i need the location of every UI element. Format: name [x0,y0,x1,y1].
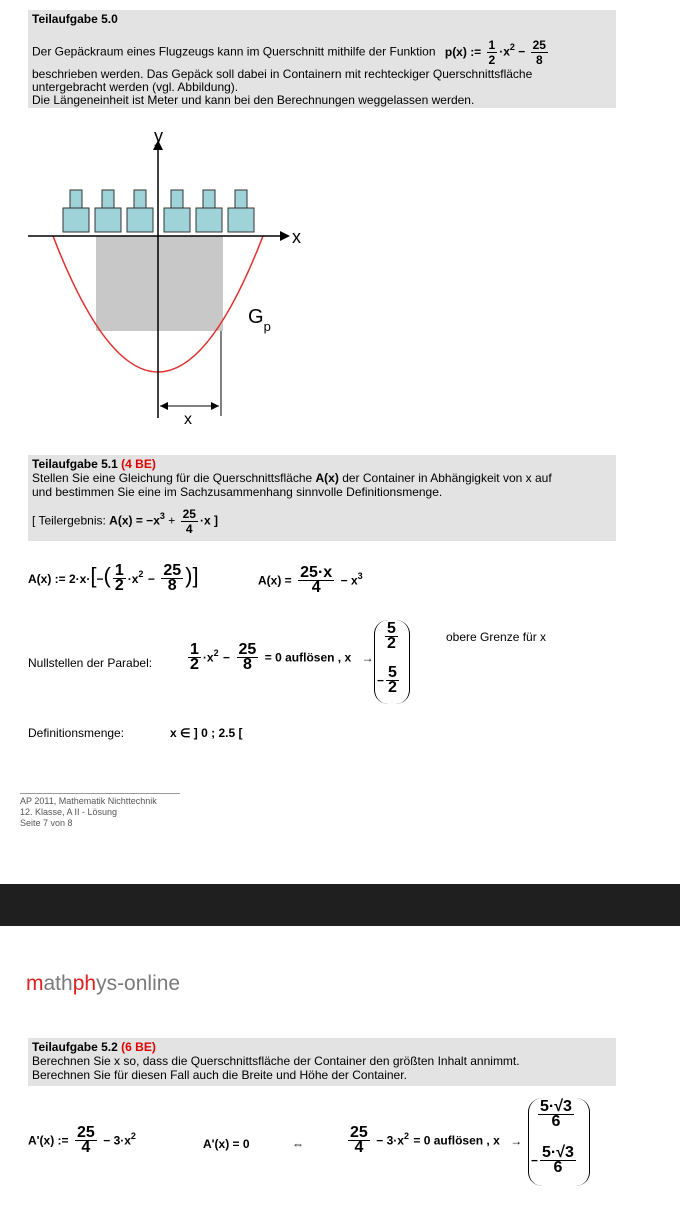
task-5-0-title: Teilaufgabe 5.0 [32,12,118,26]
roots-equation: $\frac{1}{2}$ $\cdot x^2$ − $\frac{25}{8}$ = 0 auflösen , x → [190,641,374,673]
task-5-2-box [28,1038,616,1086]
task-5-1-hint: [ Teilergebnis: $A(x) = -x^3$ + $\frac{25}{4}$ ·x ] [32,507,218,536]
upper-bound-note: obere Grenze für x [446,630,547,644]
roots-label: Nullstellen der Parabel: [28,656,153,670]
brand-logo: mathphys-online [26,972,181,995]
task-5-0-line4: Die Längeneinheit ist Meter und kann bei den Berechnungen weggelassen werden. [32,93,475,107]
task-5-2-line2: Berechnen Sie für diesen Fall auch die Breite und Höhe der Container. [32,1068,407,1082]
fraction: $\frac{1}{2}$ [488,38,496,67]
derivative-definition: A'(x) := $\frac{25}{4}$ − $3\cdot x^2$ [28,1124,136,1156]
container-area [96,236,223,331]
points-badge: (4 BE) [121,457,156,471]
task-5-0-line2: beschrieben werden. Das Gepäck soll dabei in Containern mit rechteckiger Querschnittsfläche [32,67,533,81]
domain-label: Definitionsmenge: [28,726,125,740]
task-5-1-heading: Teilaufgabe 5.1 (4 BE) [32,457,156,471]
area-result: A(x) = $\frac{25\cdot x}{4}$ − $x^3$ [258,564,363,596]
task-5-2-heading: Teilaufgabe 5.2 (6 BE) [32,1040,156,1054]
solution-upper: $\frac{5\cdot√3}{6}$ [540,1098,572,1130]
task-5-0-box [28,10,616,108]
task-5-1-line2: und bestimmen Sie eine im Sachzusammenhang sinnvolle Definitionsmenge. [32,485,443,499]
derivative-zero: A'(x) = 0 [203,1137,250,1151]
fraction: $\frac{25}{8}$ [532,38,546,67]
x-axis-label: x [292,227,301,247]
solution-lower: − $\frac{5\cdot√3}{6}$ [531,1144,574,1176]
task-5-1-box [28,455,616,541]
points-badge: (6 BE) [121,1040,156,1054]
task-5-2-line1: Berechnen Sie x so, dass die Querschnittsfläche der Container den größten Inhalt annimmt. [32,1054,520,1068]
root-lower: − $\frac{5}{2}$ [377,664,397,696]
page-footer: AP 2011, Mathematik Nichttechnik 12. Klasse, A II - Lösung Seite 7 von 8 [20,796,157,828]
equivalence-symbol: ⇔ [292,1137,304,1151]
domain-value: x ∈ ] 0 ; 2.5 [ [170,726,243,740]
task-5-1-line1: Stellen Sie eine Gleichung für die Querschnittsfläche A(x) der Container in Abhängigkeit von x auf [32,471,552,485]
width-label: x [184,411,192,428]
graph-label: $G_p$ [248,306,271,334]
luggage-figure [20,118,320,428]
task-5-0-line1: Der Gepäckraum eines Flugzeugs kann im Querschnitt mithilfe der Funktion p(x) := $\frac{1}{2}$ $\cdot x^2$ − $\frac{25}{8}$ [32,38,546,67]
area-definition: A(x) := 2·x·[−( $\frac{1}{2}$ $\cdot x^2$ − $\frac{25}{8}$ )] [28,562,199,595]
derivative-equation: $\frac{25}{4}$ − $3\cdot x^2 = 0$ auflösen , x → [350,1124,523,1156]
root-upper: $\frac{5}{2}$ [387,620,396,652]
footer-divider [20,793,180,794]
task-5-0-line3: untergebracht werden (vgl. Abbildung). [32,80,239,94]
y-axis-label: y [154,126,163,146]
page-separator [0,884,680,926]
